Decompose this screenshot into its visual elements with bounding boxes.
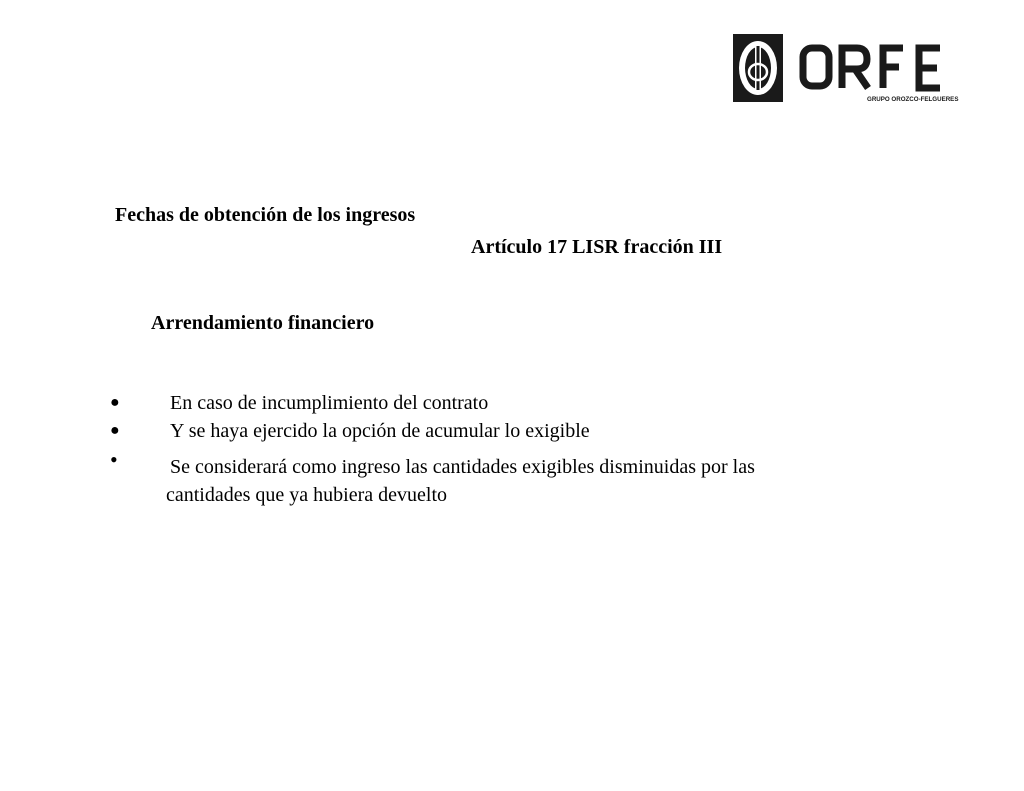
bullet-dot-icon: • (110, 447, 118, 472)
bullet-text: En caso de incumplimiento del contrato (170, 392, 489, 414)
bullet-dot-icon: ● (110, 422, 120, 439)
page-title: Fechas de obtención de los ingresos (115, 204, 416, 226)
svg-text:GRUPO OROZCO-FELGUERES: GRUPO OROZCO-FELGUERES (867, 96, 959, 103)
orfe-phi-emblem-icon (733, 34, 783, 102)
bullet-text: Se considerará como ingreso las cantidades exigibles disminuidas por las (170, 456, 755, 478)
bullet-text: Y se haya ejercido la opción de acumular lo exigible (170, 420, 590, 442)
logo-tagline (867, 93, 959, 103)
orfe-logo (733, 34, 959, 104)
bullet-dot-icon: ● (110, 394, 120, 411)
orfe-wordmark (799, 44, 945, 92)
bullet-text-continuation: cantidades que ya hubiera devuelto (166, 484, 447, 506)
page-subtitle: Artículo 17 LISR fracción III (471, 236, 723, 258)
section-heading: Arrendamiento financiero (151, 312, 375, 334)
